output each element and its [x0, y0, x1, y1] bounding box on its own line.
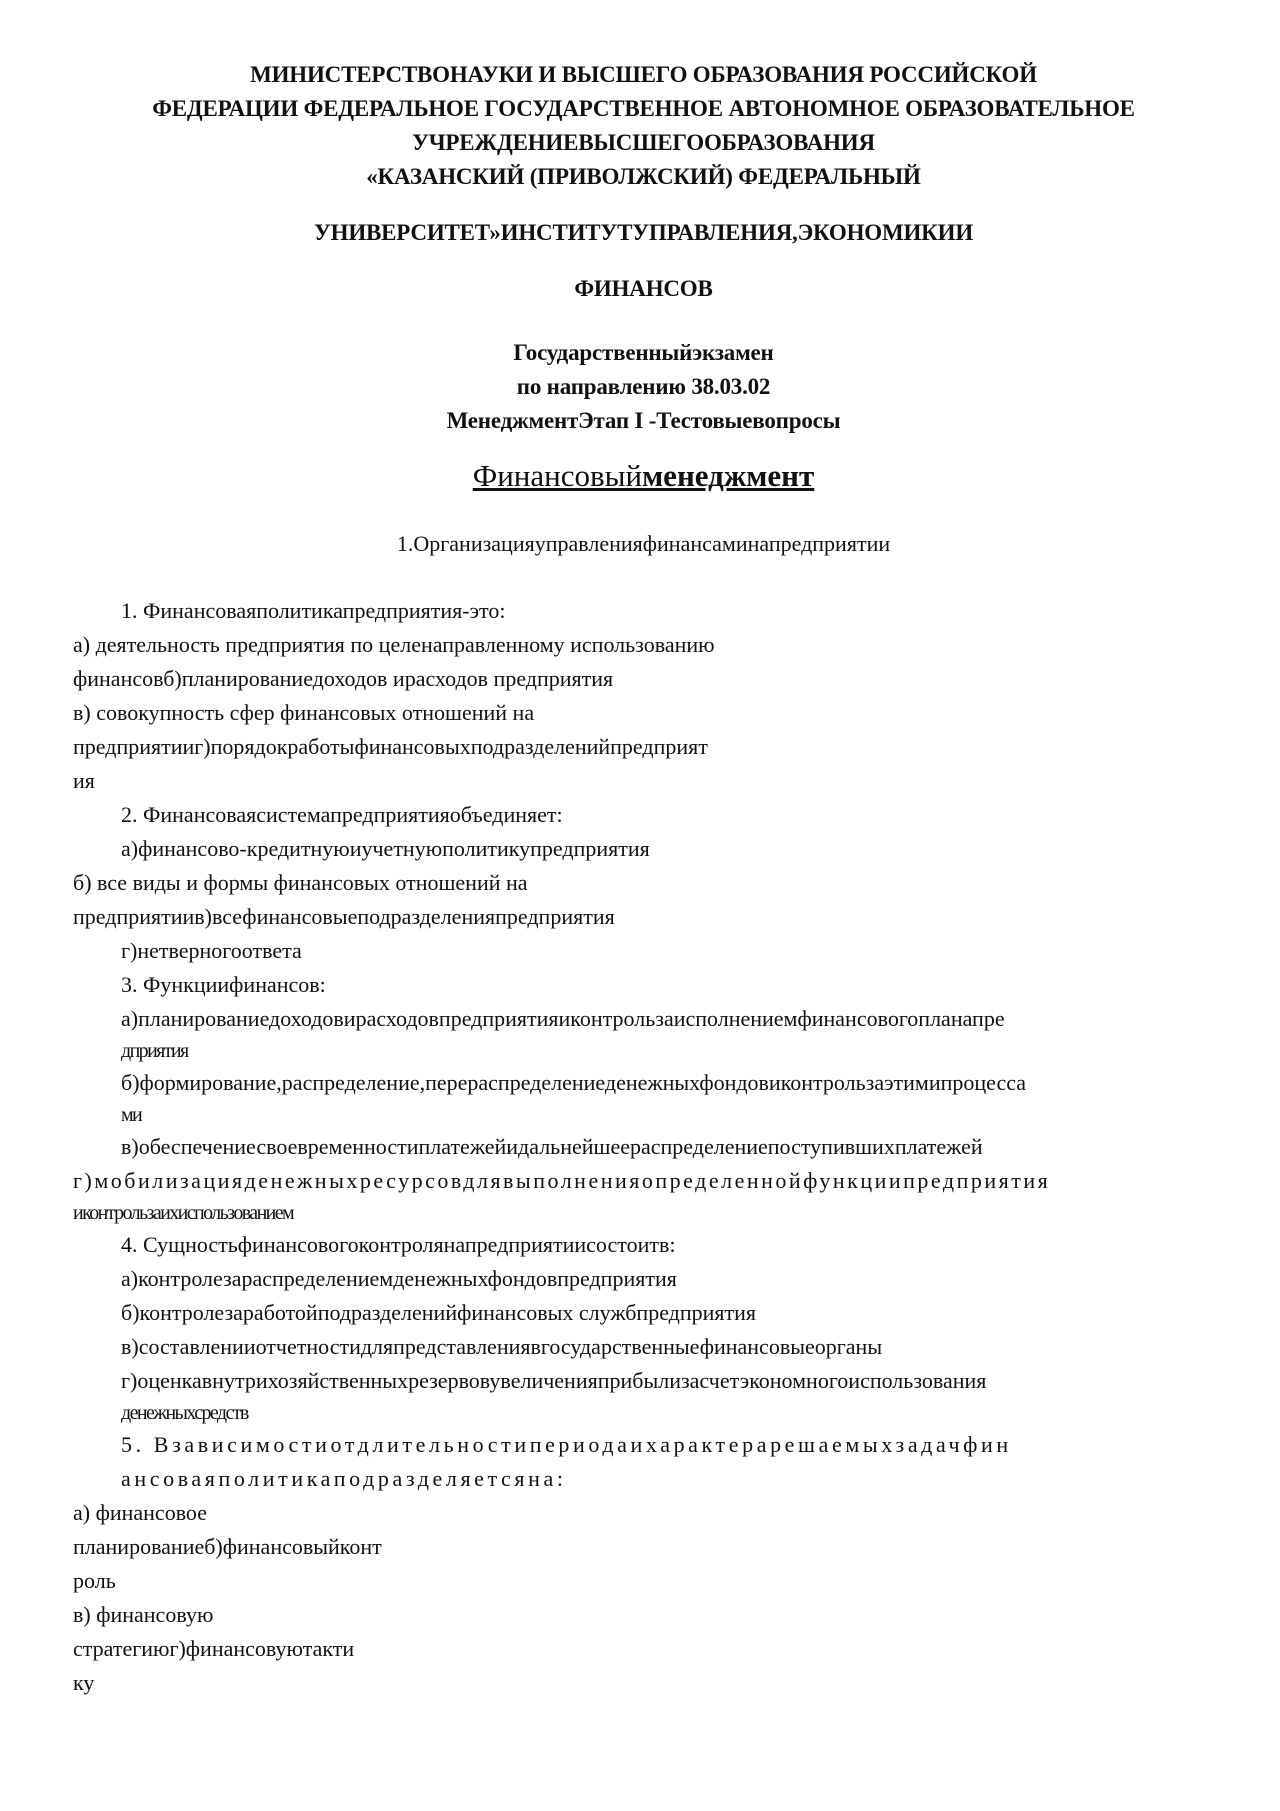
answer-line: а) финансовое [73, 1500, 207, 1525]
answer-line: планированиеб)финансовыйконт [73, 1534, 382, 1559]
answer-line: ия [73, 768, 95, 793]
questions-body [73, 594, 1214, 1700]
answer-line: ми [121, 1104, 142, 1126]
question-4: 4. Сущностьфинансовогоконтролянапредприятиисостоитв: [121, 1232, 676, 1257]
answer-line: а)контролезараспределениемденежныхфондовпредприятия [121, 1266, 677, 1291]
document-header [73, 58, 1214, 438]
header-line-2: ФЕДЕРАЦИИ ФЕДЕРАЛЬНОЕ ГОСУДАРСТВЕННОЕ АВТОНОМНОЕ ОБРАЗОВАТЕЛЬНОЕ [152, 96, 1135, 121]
exam-direction: по направлению 38.03.02 [516, 374, 771, 399]
answer-line: а) деятельность предприятия по целенаправленному использованию [73, 632, 715, 657]
answer-line: в) финансовую [73, 1602, 214, 1627]
answer-line: г)оценкавнутрихозяйственныхрезервовувеличенияприбылизасчетэкономногоиспользования [121, 1368, 987, 1393]
question-3: 3. Функциифинансов: [121, 972, 326, 997]
answer-line: б)формирование,распределение,перераспределениеденежныхфондовиконтрользаэтимипроцесса [121, 1070, 1027, 1095]
section-heading: 1.Организацияуправленияфинансаминапредприятии [396, 531, 891, 556]
answer-line: роль [73, 1568, 116, 1593]
answer-line: стратегиюг)финансовуютакти [73, 1636, 355, 1661]
answer-line: г)мобилизацияденежныхресурсовдлявыполненияопределеннойфункциипредприятия [73, 1168, 1051, 1193]
answer-line: ку [73, 1670, 95, 1695]
answer-line: предприятиив)всефинансовыеподразделенияпредприятия [73, 904, 615, 929]
subject-title [73, 456, 1214, 496]
answer-line: в) совокупность сфер финансовых отношений на [73, 700, 535, 725]
answer-line: дприятия [121, 1040, 188, 1062]
header-line-3: УЧРЕЖДЕНИЕВЫСШЕГООБРАЗОВАНИЯ [412, 130, 875, 155]
question-2: 2. Финансоваясистемапредприятияобъединяет: [121, 802, 563, 827]
answer-line: а)планированиедоходовирасходовпредприятияиконтрользаисполнениемфинансовогопланапре [121, 1006, 1005, 1031]
exam-stage: МенеджментЭтап I -Тестовыевопросы [446, 408, 841, 433]
header-line-1: МИНИСТЕРСТВОНАУКИ И ВЫСШЕГО ОБРАЗОВАНИЯ РОССИЙСКОЙ [250, 62, 1037, 87]
subject-title-part2: менеджмент [642, 458, 815, 493]
question-1: 1. Финансоваяполитикапредприятия-это: [121, 598, 506, 623]
answer-line: финансовб)планированиедоходов ирасходов предприятия [73, 666, 614, 691]
answer-line: иконтрользаихиспользованием [73, 1202, 294, 1224]
header-line-6: ФИНАНСОВ [574, 276, 713, 301]
header-line-4: «КАЗАНСКИЙ (ПРИВОЛЖСКИЙ) ФЕДЕРАЛЬНЫЙ [366, 164, 921, 189]
answer-line: в)обеспечениесвоевременностиплатежейидальнейшеераспределениепоступившихплатежей [121, 1134, 983, 1159]
question-5: 5. Взависимостиотдлительностипериодаихарактерарешаемыхзадачфин [121, 1432, 1012, 1457]
header-line-5: УНИВЕРСИТЕТ»ИНСТИТУТУПРАВЛЕНИЯ,ЭКОНОМИКИИ [313, 220, 974, 245]
question-5-cont: ансоваяполитикаподразделяетсяна: [121, 1466, 567, 1491]
answer-line: а)финансово-кредитнуюиучетнуюполитикупредприятия [121, 836, 650, 861]
subject-title-part1: Финансовый [472, 458, 643, 493]
answer-line: б)контролезаработойподразделенийфинансовых службпредприятия [121, 1300, 757, 1325]
answer-line: предприятииг)порядокработыфинансовыхподразделенийпредприят [73, 734, 708, 759]
exam-title: Государственныйэкзамен [513, 340, 774, 365]
answer-line: денежныхсредств [121, 1402, 248, 1424]
answer-line: б) все виды и формы финансовых отношений на [73, 870, 528, 895]
answer-line: г)нетверногоответа [121, 938, 302, 963]
answer-line: в)составленииотчетностидляпредставлениявгосударственныефинансовыеорганы [121, 1334, 883, 1359]
